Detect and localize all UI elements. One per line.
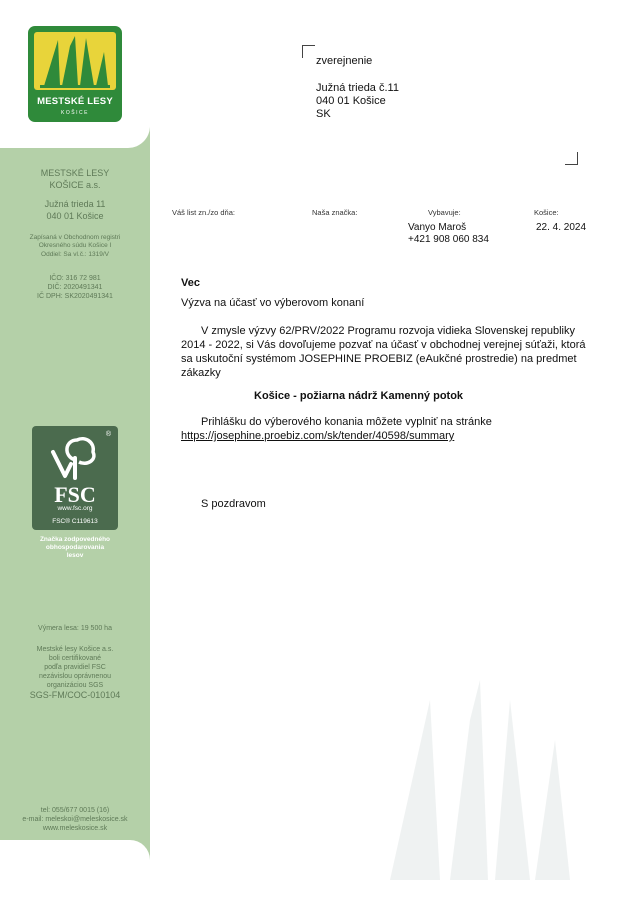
contact-website: www.meleskosice.sk — [42, 825, 108, 833]
address-corner-mark — [565, 152, 578, 165]
icdph-line: IČ DPH: SK2020491341 — [37, 293, 113, 301]
paragraph-line: V zmysle výzvy 62/PRV/2022 Programu rozvoja vidieka Slovenskej republiky — [201, 325, 575, 337]
company-address — [0, 199, 150, 222]
fsc-license-code: FSC® C119613 — [52, 518, 98, 525]
letter-date: 22. 4. 2024 — [536, 222, 587, 233]
subject-label: Vec — [181, 277, 200, 289]
your-letter-label: Váš list zn./zo dňa: — [172, 208, 235, 217]
sidebar-bottom-curve — [0, 840, 150, 860]
fsc-caption-line: Značka zodpovedného — [39, 536, 111, 543]
certification-line: boli certifikované — [48, 655, 102, 663]
recipient-name: zverejnenie — [316, 55, 373, 67]
company-name-line: MESTSKÉ LESY — [40, 168, 110, 178]
address-line: 040 01 Košice — [46, 210, 104, 221]
fsc-website: www.fsc.org — [57, 505, 93, 512]
forest-emblem-icon — [34, 32, 116, 90]
contact-email: e-mail: meleskoi@meleskosice.sk — [22, 816, 128, 824]
paragraph-line: sa uskutoční systémom JOSEPHINE PROEBIZ (eAukčné prostredie) na predmet — [181, 353, 577, 365]
recipient-city: 040 01 Košice — [316, 95, 386, 107]
address-line: Južná trieda 11 — [44, 199, 106, 209]
certification-line: nezávislou oprávnenou — [39, 673, 111, 681]
our-reference-label: Naša značka: — [312, 208, 358, 217]
contact-phone: tel: 055/677 0015 (16) — [40, 807, 110, 814]
logo-name: MESTSKÉ LESY — [37, 96, 113, 107]
logo-city: KOŠICE — [61, 110, 89, 116]
ico-line: IČO: 316 72 981 — [49, 275, 101, 282]
handled-by-phone: +421 908 060 834 — [408, 234, 489, 245]
address-corner-mark — [302, 45, 315, 58]
recipient-street: Južná trieda č.11 — [316, 82, 399, 94]
company-ids — [0, 274, 150, 301]
fsc-wordmark: FSC — [54, 482, 96, 507]
forest-watermark-icon — [370, 680, 590, 880]
place-label: Košice: — [534, 208, 559, 217]
certification-code: SGS-FM/COC-010104 — [29, 690, 121, 701]
certification-line: Mestské lesy Košice a.s. — [36, 646, 114, 653]
company-name — [0, 168, 150, 191]
fsc-caption-line: obhospodarovania — [45, 544, 105, 552]
registry-line: Okresného súdu Košice I — [38, 242, 112, 250]
recipient-country: SK — [316, 108, 331, 120]
forest-area: Výmera lesa: 19 500 ha — [38, 625, 112, 632]
company-registry — [0, 234, 150, 259]
certification-line: organizáciou SGS — [46, 682, 104, 690]
registry-line: Oddiel: Sa vl.č.: 1319/V — [41, 250, 109, 258]
logo-emblem — [34, 32, 116, 90]
contact-info — [0, 806, 150, 833]
dic-line: DIČ: 2020491341 — [47, 284, 103, 292]
fsc-tree-icon — [45, 432, 105, 484]
subject-text: Výzva na účasť vo výberovom konaní — [181, 297, 365, 309]
closing-text: S pozdravom — [201, 498, 266, 510]
handled-by-label: Vybavuje: — [428, 208, 461, 217]
fsc-caption — [0, 536, 150, 560]
fsc-registered-mark: ® — [105, 431, 111, 438]
certification-line: podľa pravidiel FSC — [44, 664, 106, 672]
application-text: Prihlášku do výberového konania môžete vyplniť na stránke — [201, 416, 492, 428]
paragraph-line: 2014 - 2022, si Vás dovoľujeme pozvať na účasť v obchodnej verejnej súťaži, ktorá — [181, 339, 586, 351]
letterhead-sidebar — [0, 0, 150, 860]
intro-paragraph — [181, 324, 621, 380]
project-title: Košice - požiarna nádrž Kamenný potok — [254, 390, 464, 402]
fsc-badge — [32, 426, 118, 530]
company-logo — [28, 26, 122, 122]
fsc-caption-line: lesov — [66, 552, 84, 560]
registry-line: Zapísaná v Obchodnom registri — [29, 234, 121, 241]
paragraph-line: zákazky — [181, 367, 221, 379]
certification-info — [0, 645, 150, 702]
handled-by-name: Vanyo Maroš — [408, 222, 467, 233]
tender-link[interactable]: https://josephine.proebiz.com/sk/tender/40598/summary — [181, 430, 455, 442]
company-name-line: KOŠICE a.s. — [49, 179, 101, 190]
